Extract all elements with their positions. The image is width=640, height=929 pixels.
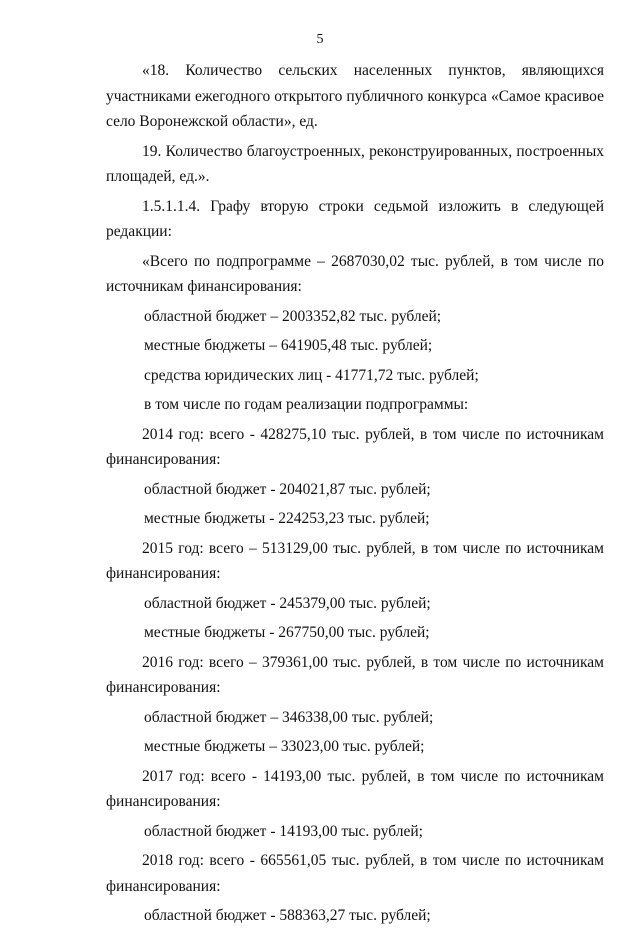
- paragraph-total-funding: «Всего по подпрограмме – 2687030,02 тыс. рублей, в том числе по источникам финансирования:: [106, 252, 604, 295]
- paragraph-item-18: «18. Количество сельских населенных пунктов, являющихся участниками ежегодного открытого публичного конкурса «Самое красивое село Воронежской области», ед.: [106, 62, 604, 130]
- line-2016-regional: областной бюджет – 346338,00 тыс. рублей;: [144, 708, 434, 726]
- document-body: [106, 58, 604, 929]
- paragraph-year-2016: 2016 год: всего – 379361,00 тыс. рублей, в том числе по источникам финансирования:: [106, 653, 604, 696]
- line-2016-local: местные бюджеты – 33023,00 тыс. рублей;: [144, 738, 425, 755]
- paragraph-amendment-clause: 1.5.1.1.4. Графу вторую строки седьмой изложить в следующей редакции:: [106, 197, 604, 240]
- line-local-budgets-total: местные бюджеты – 641905,48 тыс. рублей;: [144, 337, 433, 354]
- line-2014-local: местные бюджеты - 224253,23 тыс. рублей;: [144, 510, 430, 527]
- line-2018-regional: областной бюджет - 588363,27 тыс. рублей;: [144, 907, 431, 924]
- line-2015-local: местные бюджеты - 267750,00 тыс. рублей;: [144, 624, 430, 641]
- line-2015-regional: областной бюджет - 245379,00 тыс. рублей;: [144, 594, 431, 612]
- paragraph-year-2015: 2015 год: всего – 513129,00 тыс. рублей, в том числе по источникам финансирования:: [106, 539, 604, 582]
- line-by-year-intro: в том числе по годам реализации подпрограммы:: [144, 396, 469, 413]
- line-2014-regional: областной бюджет - 204021,87 тыс. рублей;: [144, 480, 431, 498]
- line-legal-entities-total: средства юридических лиц - 41771,72 тыс. рублей;: [144, 366, 479, 384]
- page-number: 5: [316, 32, 324, 47]
- paragraph-year-2017: 2017 год: всего - 14193,00 тыс. рублей, в том числе по источникам финансирования:: [106, 767, 604, 810]
- paragraph-item-19: 19. Количество благоустроенных, реконструированных, построенных площадей, ед.».: [106, 142, 604, 185]
- line-2017-regional: областной бюджет - 14193,00 тыс. рублей;: [144, 822, 423, 840]
- line-regional-budget-total: областной бюджет – 2003352,82 тыс. рублей;: [144, 307, 442, 325]
- paragraph-year-2018: 2018 год: всего - 665561,05 тыс. рублей, в том числе по источникам финансирования:: [106, 852, 604, 895]
- paragraph-year-2014: 2014 год: всего - 428275,10 тыс. рублей, в том числе по источникам финансирования:: [106, 425, 604, 468]
